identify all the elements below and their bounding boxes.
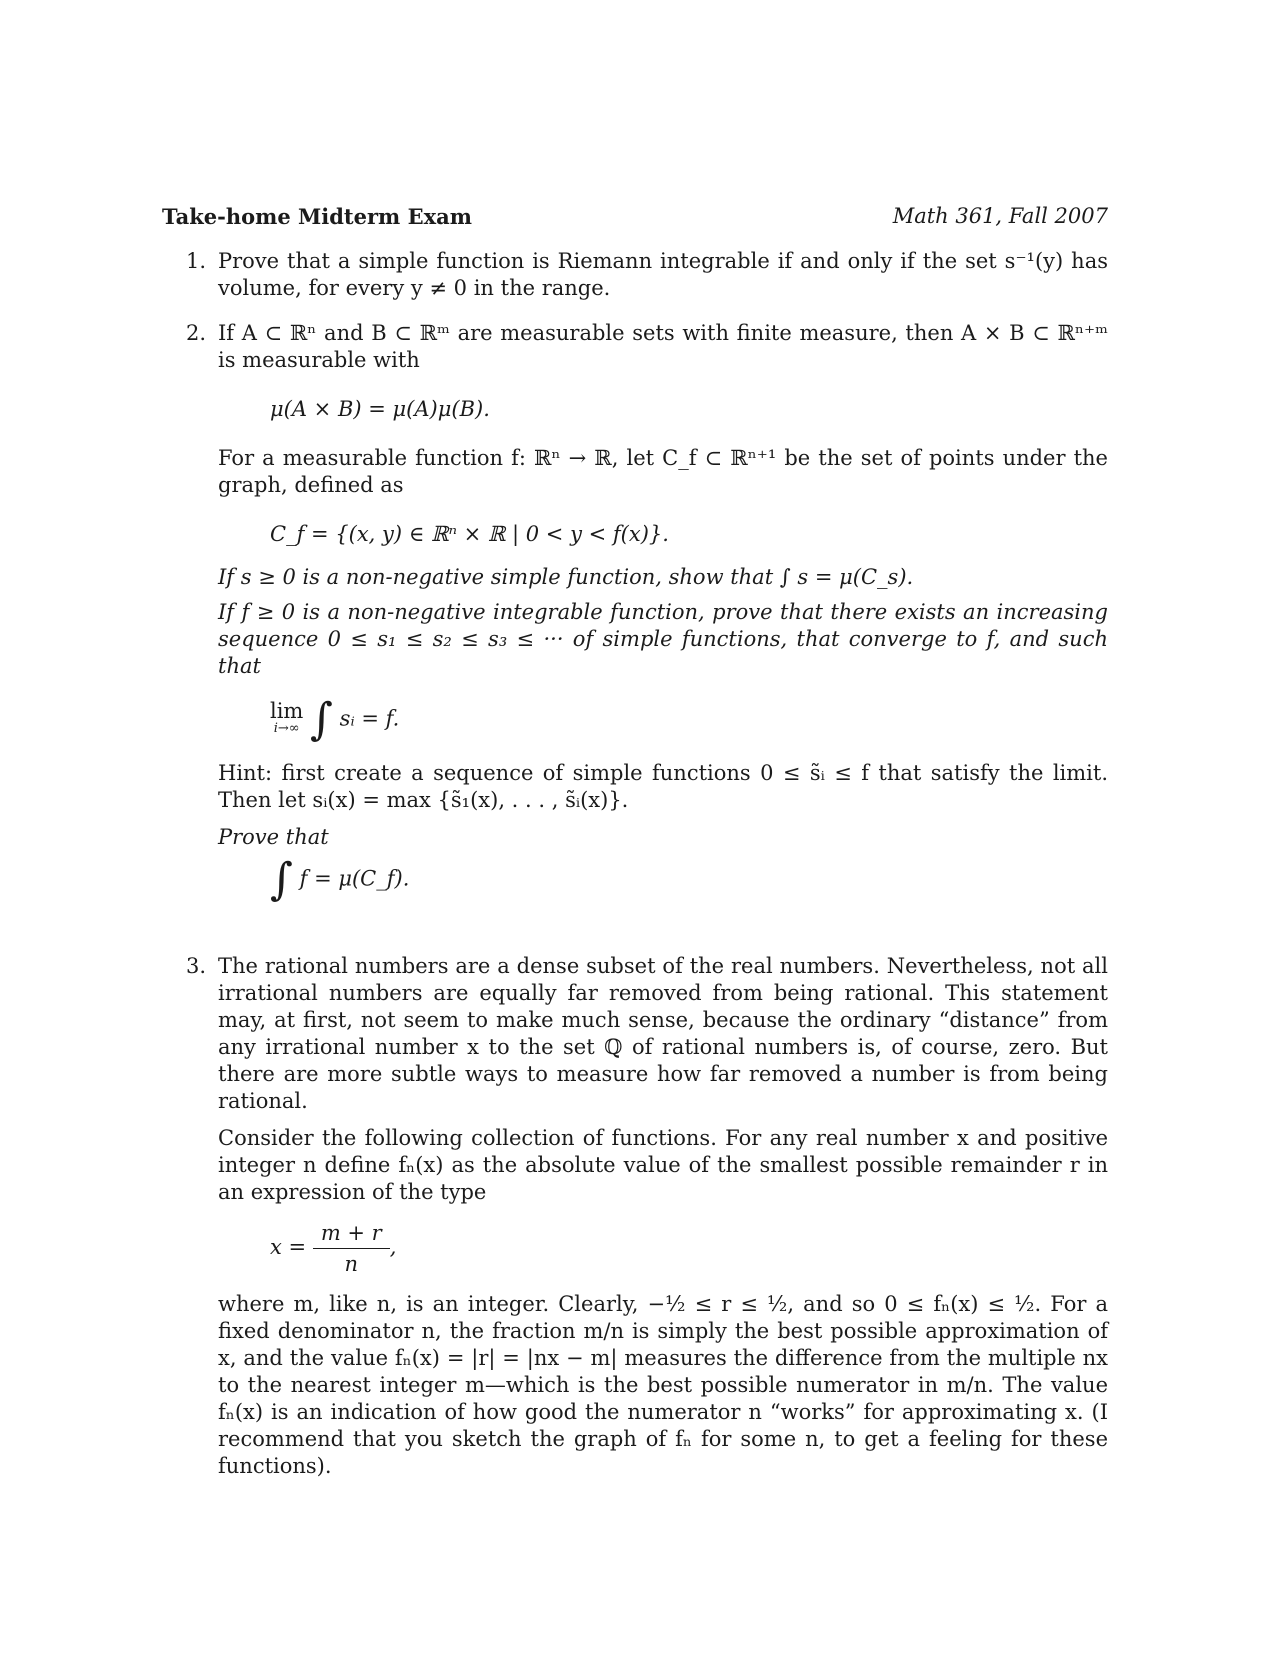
limit-operator: lim i→∞ bbox=[270, 699, 304, 736]
limit-equation bbox=[218, 694, 1108, 745]
product-measure-equation: μ(A × B) = μ(A)μ(B). bbox=[270, 397, 490, 421]
final-integral-equation bbox=[218, 854, 1108, 905]
problem-number: 2. bbox=[186, 321, 207, 345]
final-integral-rhs: f = μ(C_f). bbox=[299, 866, 410, 891]
remainder-equation: x = $\frac{m + r}{n}$ , bbox=[218, 1218, 1108, 1279]
sequence-claim: If f ≥ 0 is a non-negative integrable function, prove that there exists an increasing sequence 0 ≤ s₁ ≤ s₂ ≤ s₃ ≤ ··· of simple functions, that converge to f, and such that bbox=[218, 600, 1108, 678]
hint-text: Hint: first create a sequence of simple functions 0 ≤ s̃ᵢ ≤ f that satisfy the limit. Then let sᵢ(x) = max {s̃₁(x), . . . , s̃ᵢ(x)}. bbox=[218, 761, 1108, 812]
problem-1-text: Prove that a simple function is Riemann integrable if and only if the set s⁻¹(y) has volume, for every y ≠ 0 in the range. bbox=[218, 249, 1108, 300]
problem-3 bbox=[162, 953, 1108, 1480]
exam-title: Take-home Midterm Exam bbox=[162, 204, 472, 229]
simple-function-claim: If s ≥ 0 is a non-negative simple function, show that ∫ s = μ(C_s). bbox=[218, 565, 914, 589]
problem-number: 1. bbox=[186, 249, 207, 273]
integral-sign: ∫ bbox=[310, 694, 333, 745]
prove-that-label: Prove that bbox=[218, 825, 329, 849]
page-header bbox=[162, 203, 1108, 233]
course-label: Math 361, Fall 2007 bbox=[892, 204, 1108, 228]
problem-1 bbox=[162, 248, 1108, 302]
problem-2 bbox=[162, 320, 1108, 905]
integral-sign: ∫ bbox=[270, 854, 293, 905]
problem-2-intro: If A ⊂ ℝⁿ and B ⊂ ℝᵐ are measurable sets with finite measure, then A × B ⊂ ℝⁿ⁺ᵐ is measurable with bbox=[218, 321, 1108, 372]
cf-definition-intro: For a measurable function f: ℝⁿ → ℝ, let C_f ⊂ ℝⁿ⁺¹ be the set of points under the graph, defined as bbox=[218, 446, 1108, 497]
fraction: $\frac{m + r}{n}$ bbox=[313, 1218, 390, 1279]
problem-3-paragraph-2: Consider the following collection of functions. For any real number x and positive integer n define fₙ(x) as the absolute value of the smallest possible remainder r in an expression of the type bbox=[218, 1126, 1108, 1204]
problem-3-paragraph-1: The rational numbers are a dense subset of the real numbers. Nevertheless, not all irrational numbers are equally far removed from being rational. This statement may, at first, not seem to make much sense, because the ordinary “distance” from any irrational number x to the set ℚ of rational numbers is, of course, zero. But there are more subtle ways to measure how far removed a number is from being rational. bbox=[218, 954, 1108, 1113]
problem-3-paragraph-3: where m, like n, is an integer. Clearly, −½ ≤ r ≤ ½, and so 0 ≤ fₙ(x) ≤ ½. For a fixed denominator n, the fraction m/n is simply the best possible approximation of x, and the value fₙ(x) = |r| = |nx − m| measures the difference from the multiple nx to the nearest integer m—which is the best possible numerator in m/n. The value fₙ(x) is an indication of how good the numerator n “works” for approximating x. (I recommend that you sketch the graph of fₙ for some n, to get a feeling for these functions). bbox=[218, 1292, 1108, 1478]
cf-set-equation: C_f = {(x, y) ∈ ℝⁿ × ℝ | 0 < y < f(x)}. bbox=[270, 522, 669, 546]
problem-number: 3. bbox=[186, 954, 207, 978]
limit-rhs: sᵢ = f. bbox=[339, 706, 400, 731]
